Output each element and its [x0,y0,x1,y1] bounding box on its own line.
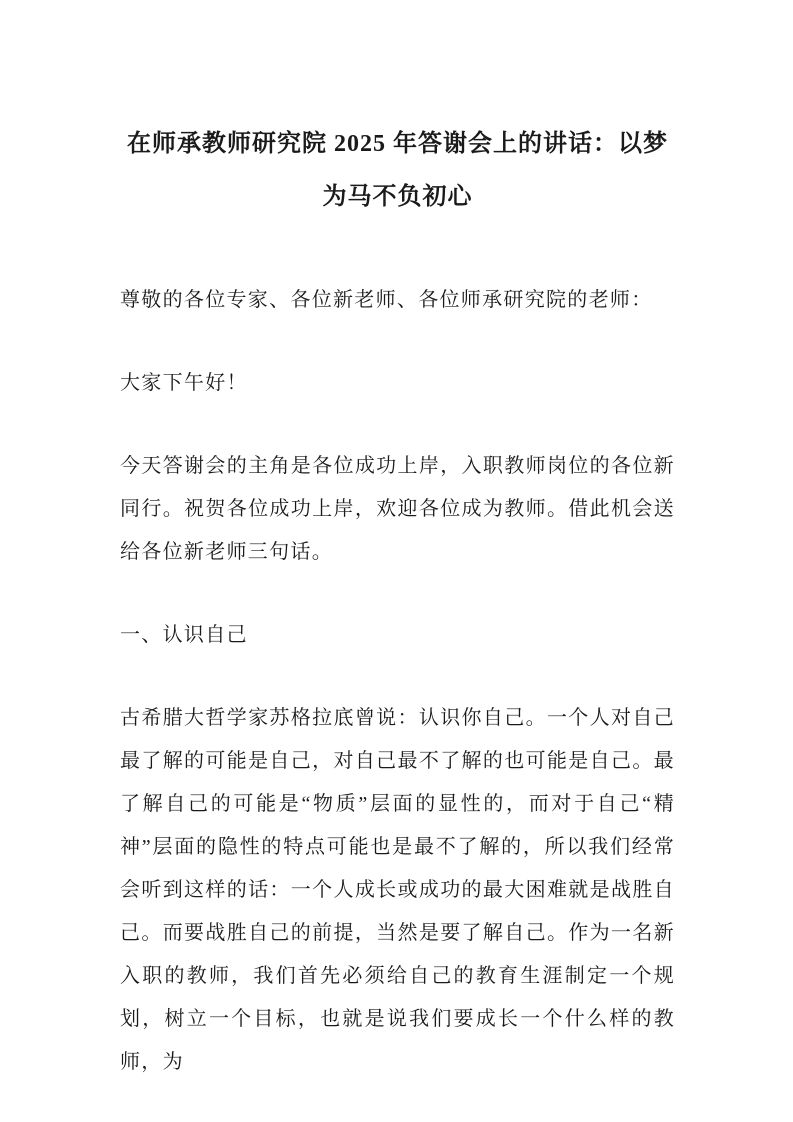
paragraph-know-yourself-body: 古希腊大哲学家苏格拉底曾说：认识你自己。一个人对自己最了解的可能是自己，对自己最不了解的也可能是自己。最了解自己的可能是“物质”层面的显性的，而对于自己“精神”层面的隐性的特点可能也是最不了解的，所以我们经常会听到这样的话：一个人成长或成功的最大困难就是战胜自己。而要战胜自己的前提，当然是要了解自己。作为一名新入职的教师，我们首先必须给自己的教育生涯制定一个规划，树立一个目标，也就是说我们要成长一个什么样的教师，为 [120,707,675,1073]
paragraph-salutation: 尊敬的各位专家、各位新老师、各位师承研究院的老师： [120,289,653,311]
section-heading-know-yourself: 一、认识自己 [120,624,248,646]
paragraph-intro: 今天答谢会的主角是各位成功上岸，入职教师岗位的各位新同行。祝贺各位成功上岸，欢迎各位成为教师。借此机会送给各位新老师三句话。 [120,455,675,563]
document-title: 在师承教师研究院 2025 年答谢会上的讲话：以梦为马不负初心 [127,131,668,210]
paragraph-greeting: 大家下午好！ [120,372,248,394]
